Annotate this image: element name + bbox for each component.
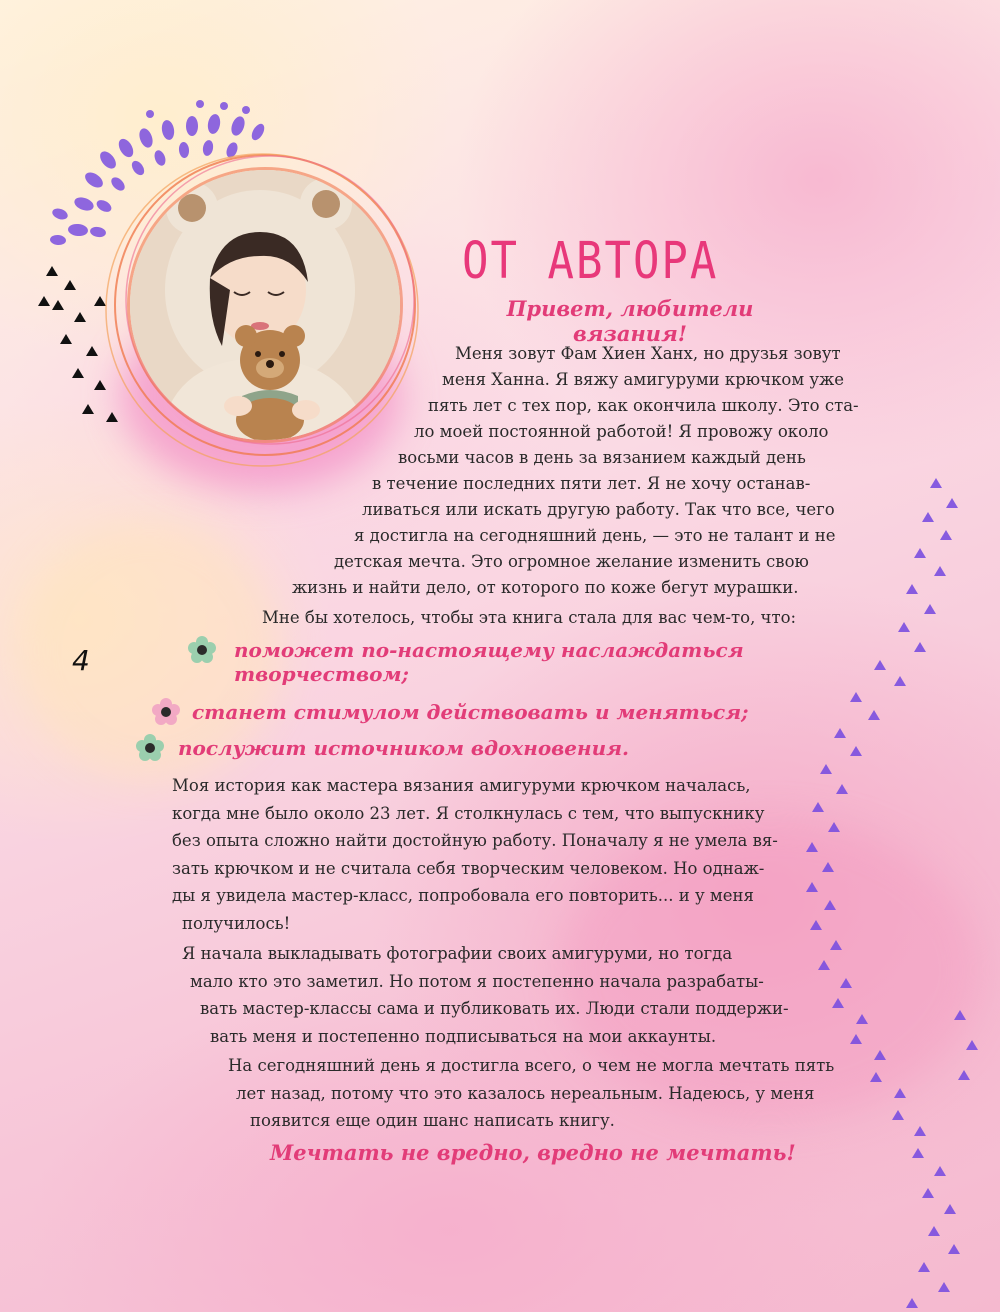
intro-line: ливаться или искать другую работу. Так что все, чего (362, 500, 835, 519)
photos-line: Я начала выкладывать фотографии своих амигуруми, но тогда (182, 944, 733, 963)
intro-line: жизнь и найти дело, от которого по коже бегут мурашки. (292, 578, 799, 597)
intro-line: я достигла на сегодняшний день, — это не талант и не (354, 526, 836, 545)
page-title: ОТ АВТОРА (462, 232, 719, 291)
page-number: 4 (72, 644, 90, 677)
photos-line: мало кто это заметил. Но потом я постепенно начала разрабаты- (190, 971, 764, 991)
intro-line: ло моей постоянной работой! Я провожу около (414, 422, 829, 441)
bullet-item: поможет по-настоящему наслаждаться творчеством; (234, 638, 744, 686)
photos-paragraph (182, 940, 822, 1050)
today-line: На сегодняшний день я достигла всего, о чем не могла мечтать пять (228, 1056, 835, 1075)
story-line: получилось! (182, 913, 291, 933)
story-paragraph (172, 772, 822, 937)
intro-line: восьми часов в день за вязанием каждый день (398, 448, 806, 467)
closing-motto: Мечтать не вредно, вредно не мечтать! (270, 1140, 796, 1165)
today-line: лет назад, потому что это казалось нереальным. Надеюсь, у меня (236, 1083, 815, 1103)
photos-line: вать меня и постепенно подписываться на мои аккаунты. (210, 1026, 717, 1046)
story-line: зать крючком и не считала себя творческим человеком. Но однаж- (172, 858, 765, 878)
purple-triangle-trail (806, 478, 978, 1308)
bullet-item: станет стимулом действовать и меняться; (192, 700, 749, 724)
intro-line: детская мечта. Это огромное желание изменить свою (334, 552, 809, 571)
story-line: Моя история как мастера вязания амигуруми крючком началась, (172, 776, 751, 795)
today-paragraph (228, 1052, 838, 1135)
story-line: когда мне было около 23 лет. Я столкнулась с тем, что выпускнику (172, 803, 765, 823)
intro-line: меня Ханна. Я вяжу амигуруми крючком уже (442, 370, 845, 389)
intro-line: пять лет с тех пор, как окончила школу. Это ста- (428, 396, 859, 415)
today-line: появится еще один шанс написать книгу. (250, 1111, 615, 1130)
bullet-item: послужит источником вдохновения. (178, 736, 630, 760)
story-line: без опыта сложно найти достойную работу. Поначалу я не умела вя- (172, 831, 778, 850)
photos-line: вать мастер-классы сама и публиковать их. Люди стали поддержи- (200, 999, 789, 1018)
intro-line: в течение последних пяти лет. Я не хочу останав- (372, 474, 811, 493)
flower-green-icon (188, 636, 216, 664)
intro-line: Меня зовут Фам Хиен Ханх, но друзья зовут (455, 344, 841, 363)
flower-pink-icon (152, 698, 180, 726)
story-line: ды я увидела мастер-класс, попробовала его повторить... и у меня (172, 886, 754, 905)
author-photo (130, 170, 400, 440)
wish-lead-in: Мне бы хотелось, чтобы эта книга стала для вас чем-то, что: (262, 608, 797, 627)
greeting: Привет, любители вязания! (506, 296, 754, 346)
flower-green-icon (136, 734, 164, 762)
black-triangle-scatter (38, 266, 118, 422)
